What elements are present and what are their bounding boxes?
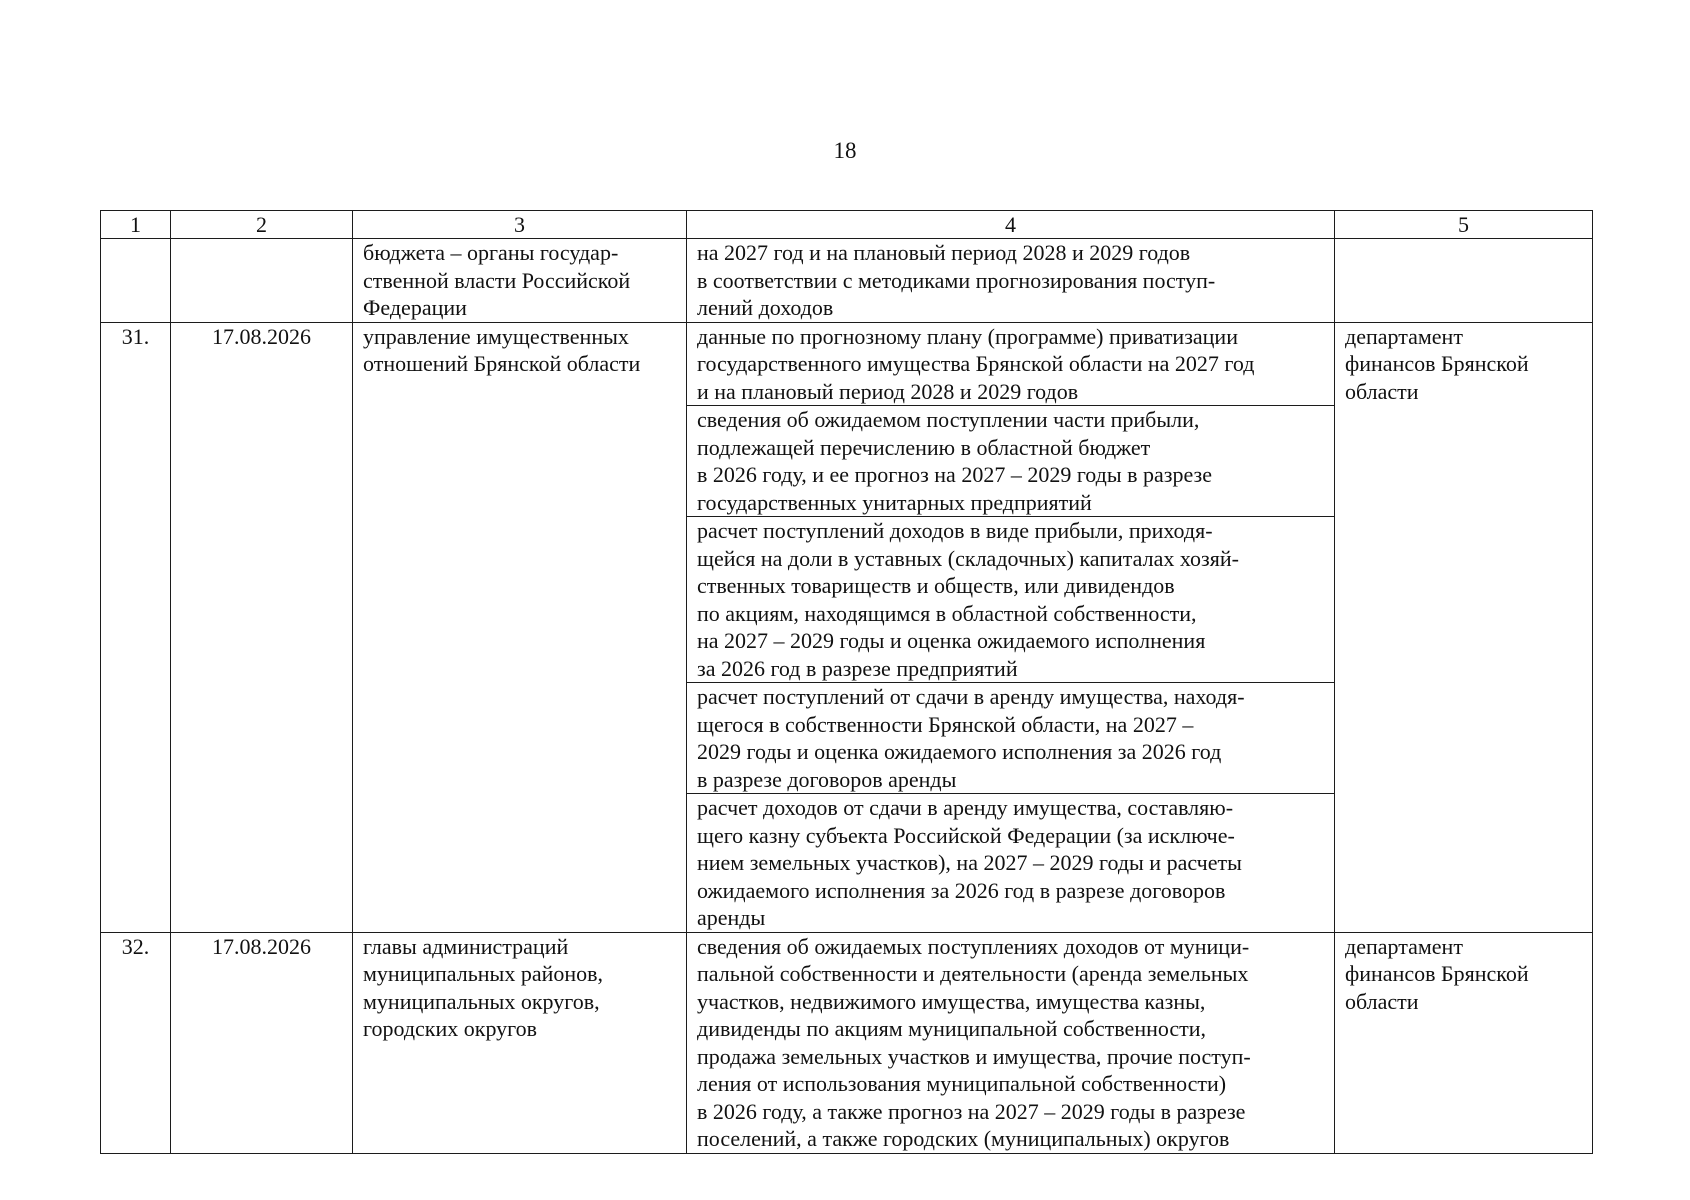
text-line: 2029 годы и оценка ожидаемого исполнения за 2026 год — [697, 739, 1222, 764]
page-number: 18 — [833, 138, 857, 163]
deadline-date: 17.08.2026 — [171, 932, 353, 1153]
text-line: муниципальных районов, — [363, 961, 604, 986]
text-line: нием земельных участков), на 2027 – 2029 годы и расчеты — [697, 850, 1242, 875]
text-line: расчет доходов от сдачи в аренду имущества, составляю- — [697, 795, 1234, 820]
text-line: в 2026 году, а также прогноз на 2027 – 2029 годы в разрезе — [697, 1098, 1246, 1124]
column-header-4: 4 — [687, 211, 1335, 239]
text-line: щейся на доли в уставных (складочных) капиталах хозяй- — [697, 545, 1239, 571]
text-line: департамент — [1345, 933, 1463, 959]
text-line: дивиденды по акциям муниципальной собственности, — [697, 1016, 1207, 1041]
text-line: ственных товариществ и обществ, или дивидендов — [697, 573, 1175, 598]
schedule-table — [100, 210, 1593, 1154]
text-line: городских округов — [363, 1016, 538, 1041]
text-line: за 2026 год в разрезе предприятий — [697, 655, 1018, 681]
text-line: Федерации — [363, 295, 467, 320]
column-number-header-row — [101, 211, 1593, 239]
row-number: 31. — [101, 322, 171, 932]
text-line: аренды — [697, 905, 766, 930]
text-line: лений доходов — [697, 295, 834, 320]
column-header-1: 1 — [101, 211, 171, 239]
continuation-row — [101, 239, 1593, 323]
column-header-3: 3 — [353, 211, 687, 239]
text-line: области — [1345, 988, 1419, 1014]
text-line: государственных унитарных предприятий — [697, 489, 1092, 515]
text-line: и на плановый период 2028 и 2029 годов — [697, 378, 1079, 404]
continuation-date-cell — [171, 239, 353, 323]
submission-item-4 — [687, 683, 1335, 794]
text-line: по акциям, находящимся в областной собственности, — [697, 600, 1197, 626]
text-line: на 2027 год и на плановый период 2028 и 2029 годов — [697, 240, 1191, 265]
responsible-body — [353, 322, 687, 932]
text-line: расчет поступлений доходов в виде прибыли, приходя- — [697, 518, 1213, 543]
continuation-responsible-cell — [353, 239, 687, 323]
text-line: управление имущественных — [363, 323, 629, 349]
submission-item-1 — [687, 322, 1335, 406]
text-line: финансов Брянской — [1345, 961, 1529, 986]
text-line: муниципальных округов, — [363, 988, 600, 1014]
text-line: главы администраций — [363, 933, 569, 959]
text-line: в разрезе договоров аренды — [697, 766, 957, 792]
table-row-31 — [101, 322, 1593, 406]
text-line: бюджета – органы государ- — [363, 240, 619, 265]
text-line: подлежащей перечислению в областной бюджет — [697, 434, 1151, 460]
submission-item-3 — [687, 517, 1335, 683]
text-line: ственной власти Российской — [363, 267, 631, 293]
text-line: щегося в собственности Брянской области, на 2027 – — [697, 711, 1194, 737]
text-line: области — [1345, 378, 1419, 404]
deadline-date: 17.08.2026 — [171, 322, 353, 932]
row-number: 32. — [101, 932, 171, 1153]
text-line: сведения об ожидаемых поступлениях доходов от муници- — [697, 933, 1250, 959]
text-line: в 2026 году, и ее прогноз на 2027 – 2029 годы в разрезе — [697, 462, 1212, 487]
text-line: в соответствии с методиками прогнозирования поступ- — [697, 267, 1216, 293]
text-line: пальной собственности и деятельности (аренда земельных — [697, 961, 1249, 986]
text-line: продажа земельных участков и имущества, прочие поступ- — [697, 1043, 1251, 1069]
text-line: на 2027 – 2029 годы и оценка ожидаемого исполнения — [697, 628, 1206, 653]
column-header-2: 2 — [171, 211, 353, 239]
continuation-num-cell — [101, 239, 171, 323]
text-line: щего казну субъекта Российской Федерации (за исключе- — [697, 822, 1235, 848]
text-line: участков, недвижимого имущества, имущества казны, — [697, 988, 1206, 1014]
submission-item-2 — [687, 406, 1335, 517]
text-line: ожидаемого исполнения за 2026 год в разрезе договоров — [697, 877, 1226, 903]
column-header-5: 5 — [1335, 211, 1593, 239]
submission-item-5 — [687, 794, 1335, 933]
table-row-32 — [101, 932, 1593, 1153]
text-line: сведения об ожидаемом поступлении части прибыли, — [697, 407, 1200, 432]
text-line: финансов Брянской — [1345, 351, 1529, 376]
submission-item — [687, 932, 1335, 1153]
text-line: департамент — [1345, 323, 1463, 349]
text-line: данные по прогнозному плану (программе) приватизации — [697, 323, 1238, 349]
responsible-body — [353, 932, 687, 1153]
continuation-recipient-cell — [1335, 239, 1593, 323]
recipient-body — [1335, 932, 1593, 1153]
recipient-body — [1335, 322, 1593, 932]
text-line: расчет поступлений от сдачи в аренду имущества, находя- — [697, 684, 1245, 709]
continuation-content-cell — [687, 239, 1335, 323]
text-line: ления от использования муниципальной собственности) — [697, 1071, 1227, 1096]
text-line: государственного имущества Брянской области на 2027 год — [697, 351, 1255, 376]
text-line: поселений, а также городских (муниципальных) округов — [697, 1126, 1230, 1151]
text-line: отношений Брянской области — [363, 351, 641, 376]
